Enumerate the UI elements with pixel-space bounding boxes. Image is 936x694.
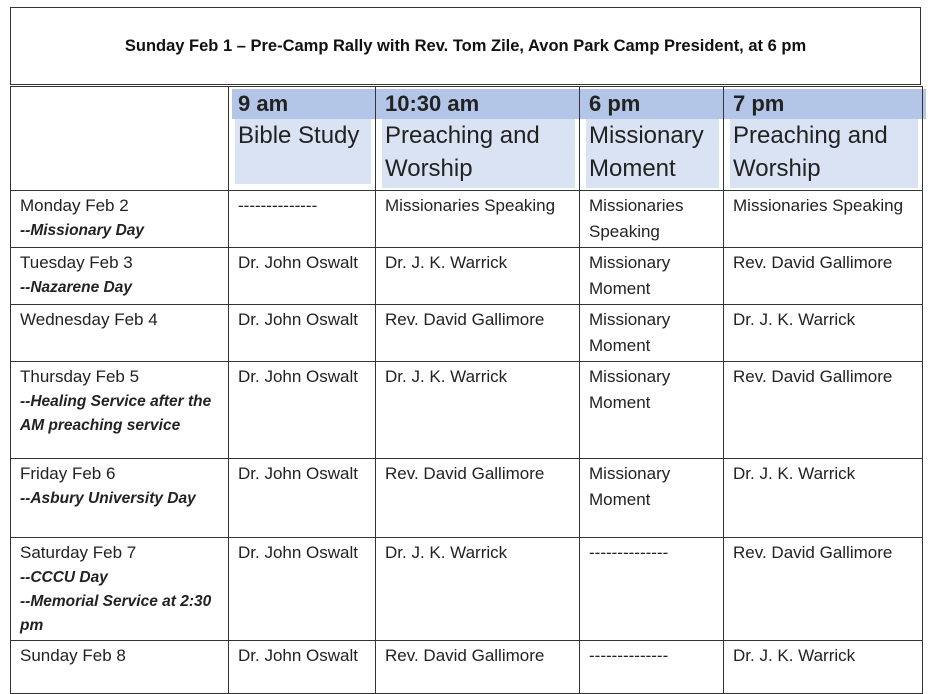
header-row: [11, 87, 923, 191]
table-cell: Missionaries Speaking: [376, 191, 580, 248]
day-cell: [11, 459, 229, 538]
table-row: [11, 362, 923, 459]
table-row: [11, 191, 923, 248]
day-note: --Asbury University Day: [20, 490, 196, 507]
table-cell: Rev. David Gallimore: [724, 362, 923, 459]
table-cell: --------------: [229, 191, 376, 248]
day-cell: [11, 248, 229, 305]
table-row: [11, 305, 923, 362]
day-cell: [11, 538, 229, 641]
header-name: Preaching and Worship: [730, 119, 918, 188]
day-label: Thursday Feb 5: [20, 367, 140, 386]
table-cell: Dr. J. K. Warrick: [724, 459, 923, 538]
day-cell: [11, 362, 229, 459]
day-cell: [11, 191, 229, 248]
table-cell: Dr. J. K. Warrick: [376, 248, 580, 305]
header-time: 10:30 am: [379, 89, 583, 119]
table-cell: Dr. J. K. Warrick: [376, 362, 580, 459]
day-cell: [11, 641, 229, 694]
table-cell: Missionary Moment: [580, 305, 724, 362]
header-name: Bible Study: [235, 119, 371, 184]
day-note: --Healing Service after the AM preaching service: [20, 393, 212, 434]
day-label: Sunday Feb 8: [20, 646, 126, 665]
title-box: [10, 7, 921, 85]
header-time: 7 pm: [727, 89, 926, 119]
day-label: Saturday Feb 7: [20, 543, 137, 562]
table-cell: --------------: [580, 641, 724, 694]
table-cell: Dr. John Oswalt: [229, 538, 376, 641]
header-time: 9 am: [232, 89, 379, 119]
header-cell: [376, 87, 580, 191]
table-cell: Dr. John Oswalt: [229, 459, 376, 538]
header-cell: [229, 87, 376, 191]
table-cell: Dr. John Oswalt: [229, 641, 376, 694]
table-cell: Missionary Moment: [580, 459, 724, 538]
table-cell: Dr. John Oswalt: [229, 248, 376, 305]
table-row: [11, 459, 923, 538]
header-time: 6 pm: [583, 89, 727, 119]
table-cell: Rev. David Gallimore: [376, 305, 580, 362]
schedule-table: [10, 86, 923, 694]
day-note: --CCCU Day --Memorial Service at 2:30 pm: [20, 569, 212, 634]
day-note: --Nazarene Day: [20, 279, 132, 296]
table-cell: Missionary Moment: [580, 248, 724, 305]
table-cell: Rev. David Gallimore: [376, 641, 580, 694]
table-cell: Dr. John Oswalt: [229, 362, 376, 459]
table-cell: --------------: [580, 538, 724, 641]
day-note: --Missionary Day: [20, 222, 145, 239]
table-cell: Missionaries Speaking: [580, 191, 724, 248]
table-cell: Dr. John Oswalt: [229, 305, 376, 362]
day-cell: [11, 305, 229, 362]
table-cell: Dr. J. K. Warrick: [376, 538, 580, 641]
header-name: Missionary Moment: [586, 119, 719, 188]
table-cell: Missionary Moment: [580, 362, 724, 459]
day-label: Tuesday Feb 3: [20, 253, 133, 272]
table-cell: Dr. J. K. Warrick: [724, 641, 923, 694]
table-cell: Rev. David Gallimore: [724, 538, 923, 641]
day-label: Monday Feb 2: [20, 196, 129, 215]
table-cell: Missionaries Speaking: [724, 191, 923, 248]
table-row: [11, 538, 923, 641]
table-row: [11, 248, 923, 305]
table-cell: Rev. David Gallimore: [376, 459, 580, 538]
table-cell: Dr. J. K. Warrick: [724, 305, 923, 362]
table-row: [11, 641, 923, 694]
day-label: Wednesday Feb 4: [20, 310, 158, 329]
header-blank-cell: [11, 87, 229, 191]
header-cell: [580, 87, 724, 191]
table-cell: Rev. David Gallimore: [724, 248, 923, 305]
day-label: Friday Feb 6: [20, 464, 116, 483]
header-name: Preaching and Worship: [382, 119, 575, 188]
header-cell: [724, 87, 923, 191]
page-title: Sunday Feb 1 – Pre-Camp Rally with Rev. Tom Zile, Avon Park Camp President, at 6 pm: [124, 36, 807, 55]
